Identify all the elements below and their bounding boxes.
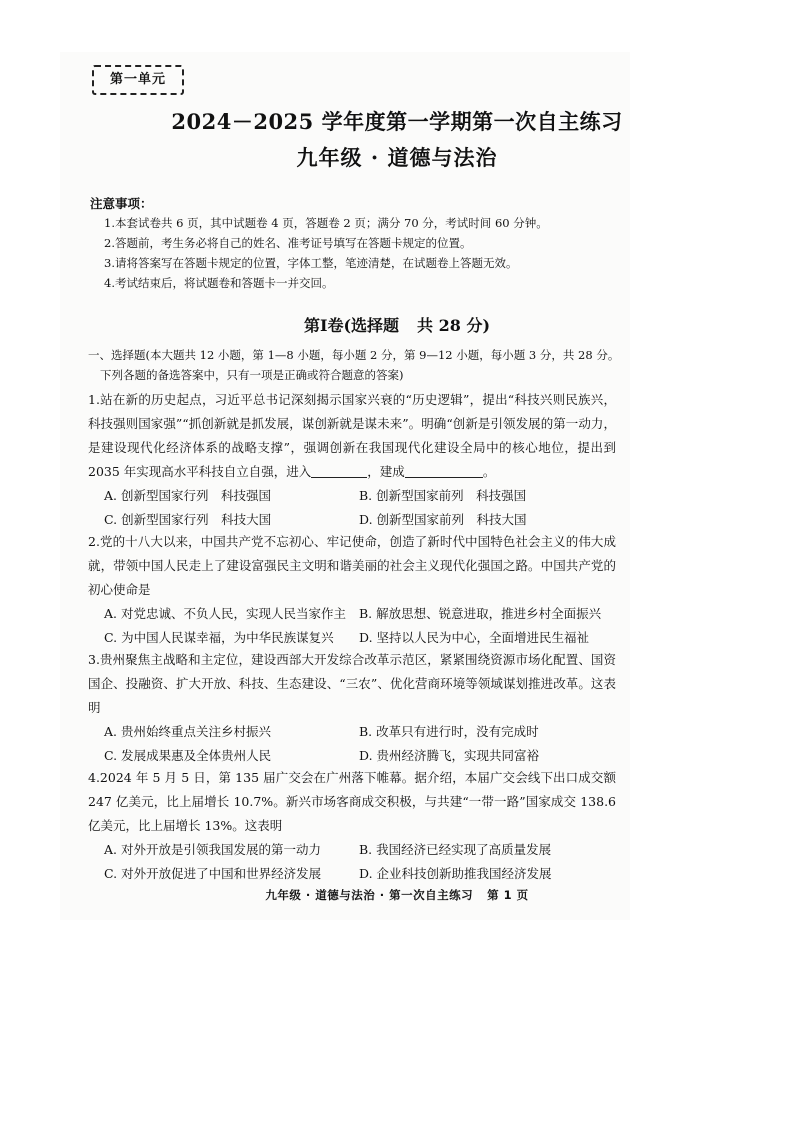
question-1	[88, 388, 616, 532]
option-b: B. 解放思想、锐意进取，推进乡村全面振兴	[359, 606, 602, 621]
question-options	[88, 602, 616, 650]
footer-text: 九年级 · 道德与法治 · 第一次自主练习	[265, 888, 474, 902]
instruction-line: 下列各题的备选答案中，只有一项是正确或符合题意的答案)	[100, 368, 404, 382]
section-title-text: 第Ⅰ卷(选择题	[303, 316, 400, 335]
notice-item: 4.考试结束后，将试题卷和答题卡一并交回。	[104, 276, 334, 290]
option-b: B. 改革只有进行时，没有完成时	[359, 724, 539, 739]
option-c: C. 对外开放促进了中国和世界经济发展	[104, 866, 322, 881]
section-score: 共 28 分)	[417, 316, 491, 335]
exam-subtitle: 九年级 · 道德与法治	[296, 145, 498, 170]
unit-label: 第一单元	[92, 65, 184, 95]
question-3	[88, 648, 616, 768]
option-b: B. 创新型国家前列 科技强国	[359, 488, 527, 503]
option-b: B. 我国经济已经实现了高质量发展	[359, 842, 552, 857]
question-options	[88, 484, 616, 532]
question-4	[88, 766, 616, 886]
question-options	[88, 838, 616, 886]
option-a: A. 贵州始终重点关注乡村振兴	[104, 724, 271, 739]
notice-heading: 注意事项：	[90, 196, 153, 211]
option-d: D. 贵州经济腾飞，实现共同富裕	[359, 748, 540, 763]
option-c: C. 发展成果惠及全体贵州人民	[104, 748, 272, 763]
answer-blank	[405, 463, 483, 478]
notice-item: 3.请将答案写在答题卡规定的位置，字体工整，笔迹清楚，在试题卷上答题无效。	[104, 256, 518, 270]
notice-list	[104, 213, 548, 293]
question-stem: 4.2024 年 5 月 5 日，第 135 届广交会在广州落下帷幕。据介绍，本届广交会线下出口成交额 247 亿美元，比上届增长 10.7%。新兴市场客商成交积极，与共建“一带一路”国家成交 138.6 亿美元，比上届增长 13%。这表明	[88, 770, 616, 833]
question-stem: 2.党的十八大以来，中国共产党不忘初心、牢记使命，创造了新时代中国特色社会主义的伟大成就，带领中国人民走上了建设富强民主文明和谐美丽的社会主义现代化强国之路。中国共产党的初心使命是	[88, 534, 616, 597]
option-c: C. 为中国人民谋幸福，为中华民族谋复兴	[104, 630, 334, 645]
page-number: 第 1 页	[487, 888, 529, 902]
section-instructions	[88, 345, 619, 385]
option-a: A. 对外开放是引领我国发展的第一动力	[104, 842, 321, 857]
notice-item: 1.本套试卷共 6 页，其中试题卷 4 页，答题卷 2 页；满分 70 分，考试时间 60 分钟。	[104, 216, 548, 230]
option-a: A. 创新型国家行列 科技强国	[104, 488, 271, 503]
question-stem: 3.贵州聚焦主战略和主定位，建设西部大开发综合改革示范区，紧紧围绕资源市场化配置、国资国企、投融资、扩大开放、科技、生态建设、“三农”、优化营商环境等领域谋划推进改革。这表明	[88, 652, 616, 715]
exam-title: 2024－2025 学年度第一学期第一次自主练习	[171, 109, 623, 134]
instruction-line: 一、选择题(本大题共 12 小题，第 1—8 小题，每小题 2 分，第 9—12 小题，每小题 3 分，共 28 分。	[88, 348, 620, 362]
option-d: D. 创新型国家前列 科技大国	[359, 512, 527, 527]
option-a: A. 对党忠诚、不负人民，实现人民当家作主	[104, 606, 346, 621]
option-d: D. 坚持以人民为中心，全面增进民生福祉	[359, 630, 590, 645]
section-title	[0, 313, 794, 336]
option-c: C. 创新型国家行列 科技大国	[104, 512, 272, 527]
question-2	[88, 530, 616, 650]
option-d: D. 企业科技创新助推我国经济发展	[359, 866, 552, 881]
question-stem: 1.站在新的历史起点，习近平总书记深刻揭示国家兴衰的“历史逻辑”，提出“科技兴则民族兴，科技强则国家强”“抓创新就是抓发展，谋创新就是谋未来”。明确“创新是引领发展的第一动力，是建设现代化经济体系的战略支撑”，强调创新在我国现代化建设全局中的核心地位，提出到 2035 年实现高水平科技自立自强，进入 ，建成 。	[88, 392, 616, 479]
notice-item: 2.答题前，考生务必将自己的姓名、准考证号填写在答题卡规定的位置。	[104, 236, 472, 250]
answer-blank	[311, 463, 367, 478]
page-footer	[0, 887, 794, 903]
question-options	[88, 720, 616, 768]
